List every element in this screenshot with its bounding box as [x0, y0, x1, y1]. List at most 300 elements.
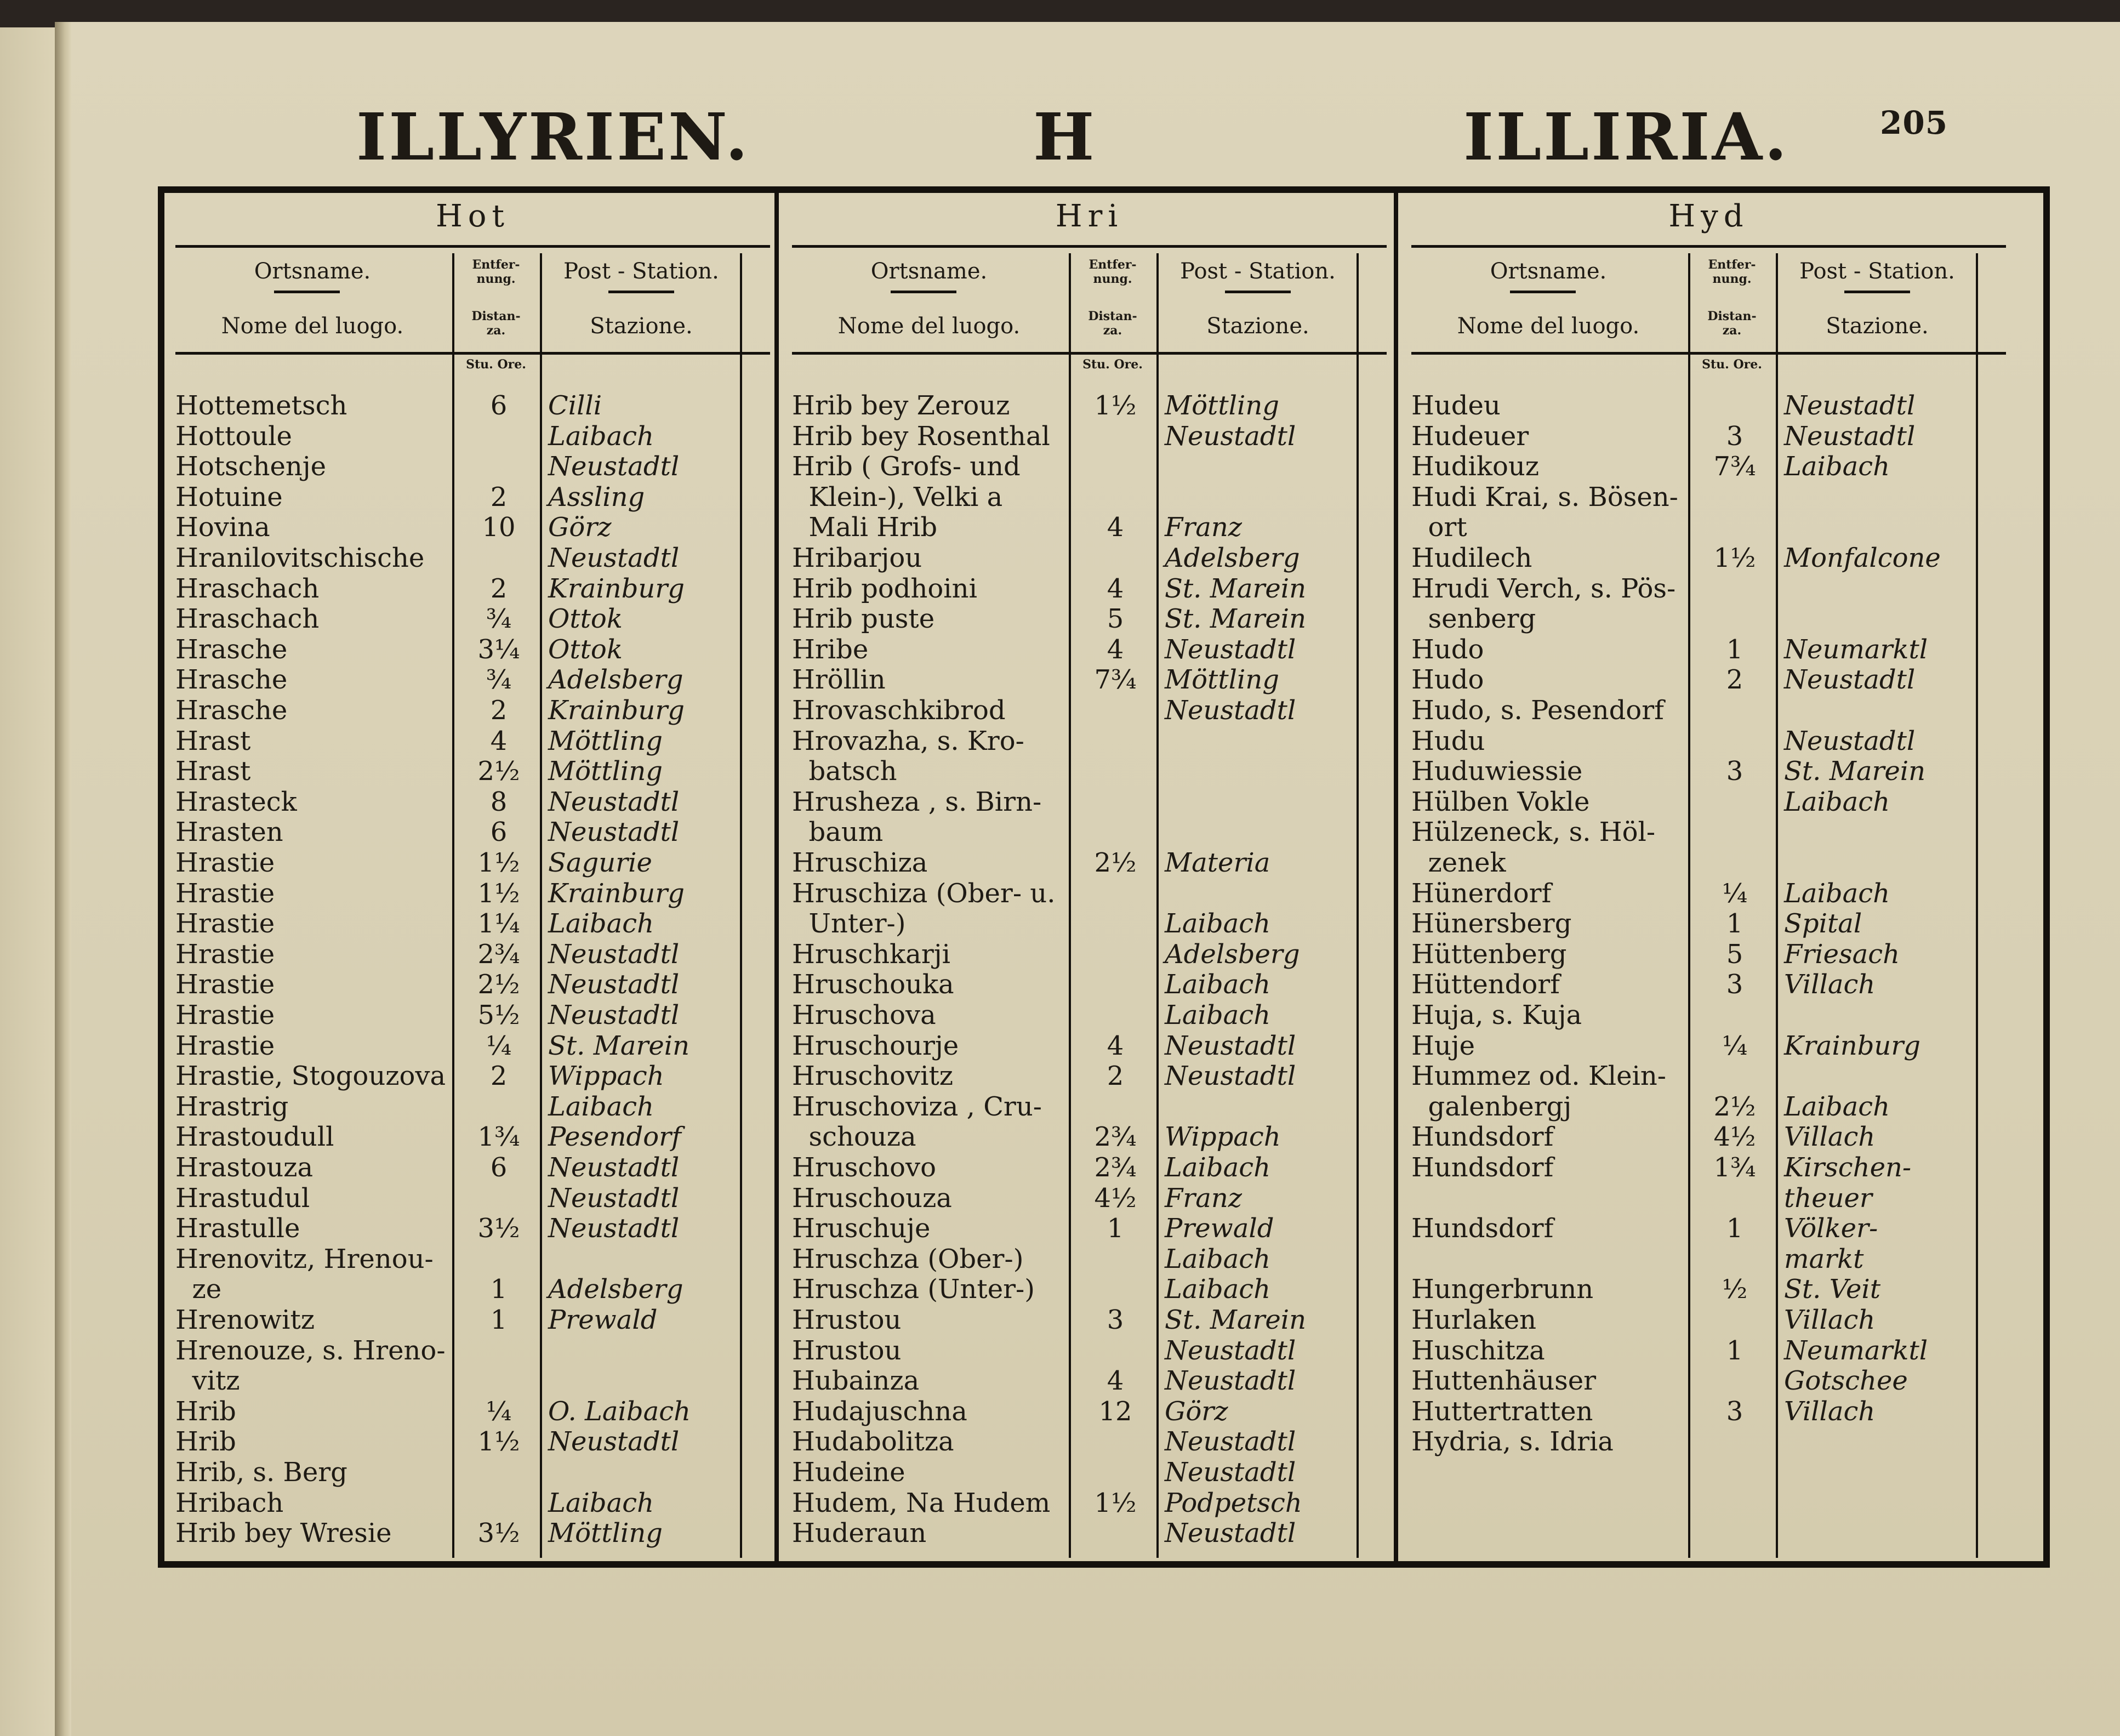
units-label: Stu. Ore.	[466, 357, 526, 372]
table-row	[792, 1305, 1357, 1335]
place-name: Hüttendorf	[1411, 969, 1560, 1000]
running-title-left: ILLYRIEN.	[356, 99, 750, 175]
table-row	[175, 1426, 740, 1457]
header-rule	[608, 291, 674, 293]
post-station: Krainburg	[548, 695, 685, 726]
post-station: Kirschen-	[1784, 1152, 1912, 1183]
post-station: Wippach	[1165, 1122, 1281, 1153]
distance: 2¾	[1094, 1122, 1137, 1153]
distance: 1	[1726, 908, 1743, 940]
place-name: Hrastrig	[175, 1091, 289, 1122]
place-name: Hruschourje	[792, 1030, 959, 1061]
table-row	[792, 1031, 1357, 1061]
table-row	[792, 908, 1357, 939]
place-name: Unter-)	[792, 908, 906, 940]
table-row	[175, 1244, 740, 1274]
place-name: Hudikouz	[1411, 451, 1540, 482]
distance: 1	[490, 1274, 508, 1305]
place-name: Huje	[1411, 1030, 1475, 1061]
table-row	[1411, 1396, 1976, 1427]
table-row	[1411, 1031, 1976, 1061]
table-row	[1411, 1061, 1976, 1091]
post-station: Neustadtl	[548, 543, 680, 573]
distance: ¼	[486, 1396, 512, 1427]
post-station: Neustadtl	[1165, 1061, 1296, 1092]
post-station: Villach	[1784, 1396, 1876, 1427]
place-name: baum	[792, 817, 884, 848]
place-name: Hundsdorf	[1411, 1213, 1554, 1244]
post-station: Prewald	[1165, 1213, 1274, 1244]
table-row	[175, 1396, 740, 1427]
table-row	[1411, 604, 1976, 634]
post-station: Sagurie	[548, 847, 652, 878]
table-row	[1411, 787, 1976, 817]
place-name: Hudeuer	[1411, 420, 1529, 452]
table-row	[175, 421, 740, 452]
table-row	[792, 695, 1357, 726]
place-name: Hrib bey Rosenthal	[792, 420, 1050, 452]
gazetteer-table	[158, 186, 2050, 1568]
place-name: Hrastoudull	[175, 1122, 334, 1153]
table-row	[792, 1274, 1357, 1305]
post-station: Neumarktl	[1784, 1335, 1928, 1366]
place-name: Huderaun	[792, 1518, 927, 1549]
table-row	[175, 1488, 740, 1518]
table-row	[175, 1031, 740, 1061]
place-name: Huttenhäuser	[1411, 1365, 1597, 1397]
post-station: Laibach	[1165, 969, 1270, 1000]
table-row	[175, 1122, 740, 1152]
place-name: Hruschouza	[792, 1182, 952, 1214]
distance: 1½	[1094, 1487, 1137, 1518]
table-row	[792, 1183, 1357, 1214]
block-title-rule	[792, 245, 1387, 248]
units-label: Stu. Ore.	[1082, 357, 1143, 372]
table-row	[792, 1122, 1357, 1152]
table-row	[792, 817, 1357, 847]
post-station: Neustadtl	[548, 969, 680, 1000]
post-station: Völker-	[1784, 1213, 1878, 1244]
table-row	[1411, 390, 1976, 421]
table-row	[175, 390, 740, 421]
distance: 3½	[477, 1518, 520, 1549]
place-name: Hruschza (Ober-)	[792, 1243, 1024, 1274]
place-name: Hrastie	[175, 878, 275, 909]
distance: 3	[1726, 756, 1743, 787]
place-name: Hrast	[175, 725, 251, 756]
table-row	[175, 1335, 740, 1366]
table-row	[1411, 512, 1976, 543]
column-separator	[1976, 253, 1978, 1558]
post-station: Spital	[1784, 908, 1862, 940]
post-station: St. Marein	[1165, 573, 1307, 604]
post-station: Adelsberg	[548, 1274, 683, 1305]
table-row	[175, 634, 740, 665]
block-title: Hri	[1055, 198, 1124, 234]
place-name: Hotuine	[175, 481, 283, 513]
post-station: Krainburg	[548, 573, 685, 604]
table-row	[175, 969, 740, 1000]
post-station: Laibach	[1165, 1274, 1270, 1305]
distance: ½	[1722, 1274, 1748, 1305]
place-name: Hudu	[1411, 725, 1485, 756]
column-separator	[740, 253, 742, 1558]
place-header-it: Nome del luogo.	[837, 314, 1021, 339]
table-row	[792, 1396, 1357, 1427]
post-station: Cilli	[548, 390, 602, 421]
table-row	[175, 664, 740, 695]
table-row	[792, 878, 1357, 909]
table-row	[1411, 1000, 1976, 1031]
table-row	[1411, 573, 1976, 604]
distance: 1¾	[477, 1122, 520, 1153]
table-row	[175, 1152, 740, 1183]
distance: 8	[490, 786, 508, 817]
place-name: Hudeu	[1411, 390, 1501, 421]
distance: 1	[1726, 634, 1743, 665]
table-row	[792, 847, 1357, 878]
post-station: Wippach	[548, 1061, 664, 1092]
post-header-it: Stazione.	[1206, 314, 1309, 339]
place-name: Hudo, s. Pesendorf	[1411, 695, 1664, 726]
header-rule	[1844, 291, 1910, 293]
post-station: Materia	[1165, 847, 1270, 878]
place-name: Hudabolitza	[792, 1426, 954, 1458]
distance: 2	[490, 573, 508, 604]
post-station: Monfalcone	[1784, 543, 1941, 573]
distance: 3	[1107, 1305, 1124, 1335]
place-name: Hrib ( Grofs- und	[792, 451, 1021, 482]
table-row	[792, 1152, 1357, 1183]
block-divider	[774, 193, 779, 1561]
table-row	[792, 634, 1357, 665]
distance: 6	[490, 1152, 508, 1183]
table-row	[792, 604, 1357, 634]
place-name: Hudajuschna	[792, 1396, 967, 1427]
place-name: zenek	[1411, 847, 1506, 878]
place-name: Hünersberg	[1411, 908, 1572, 940]
post-station: Neustadtl	[548, 817, 680, 848]
distance-header-de: Entfer- nung.	[1089, 258, 1137, 286]
table-row	[792, 939, 1357, 970]
post-header-de: Post - Station.	[1180, 259, 1336, 284]
table-row	[175, 573, 740, 604]
place-name: Hrudi Verch, s. Pös-	[1411, 573, 1676, 604]
post-station: Adelsberg	[1165, 938, 1300, 970]
distance: 5	[1107, 604, 1124, 635]
place-name: Hruschiza	[792, 847, 928, 878]
place-name: Hruschiza (Ober- u.	[792, 878, 1056, 909]
header-bottom-rule	[792, 352, 1387, 355]
table-row	[1411, 421, 1976, 452]
table-row	[1411, 1244, 1976, 1274]
place-name: Hrasche	[175, 634, 288, 665]
table-row	[1411, 1365, 1976, 1396]
distance-header-it: Distan- za.	[1088, 309, 1137, 338]
place-header-it: Nome del luogo.	[221, 314, 404, 339]
distance: 1	[1726, 1213, 1743, 1244]
block-divider	[1394, 193, 1398, 1561]
table-row	[792, 1488, 1357, 1518]
units-label: Stu. Ore.	[1702, 357, 1762, 372]
page	[71, 22, 2120, 1736]
table-row	[792, 421, 1357, 452]
place-name: Hraschach	[175, 573, 320, 604]
column-separator	[1357, 253, 1359, 1558]
post-station: St. Marein	[1165, 1305, 1307, 1335]
place-name: Hudilech	[1411, 543, 1532, 573]
distance: 7¾	[1094, 664, 1137, 696]
post-station: St. Marein	[1784, 756, 1926, 787]
table-row	[175, 1457, 740, 1488]
place-name: Hruschovo	[792, 1152, 937, 1183]
post-station: Neustadtl	[1165, 1457, 1296, 1488]
distance: 5½	[477, 1000, 520, 1031]
table-row	[792, 1061, 1357, 1091]
place-name: Hrovazha, s. Kro-	[792, 725, 1024, 756]
post-station: Neustadtl	[548, 786, 680, 817]
table-row	[1411, 482, 1976, 513]
place-name: Hrastie	[175, 938, 275, 970]
post-station: Pesendorf	[548, 1122, 681, 1153]
distance: 2¾	[477, 938, 520, 970]
place-name: Hruschovitz	[792, 1061, 954, 1092]
table-row	[175, 817, 740, 847]
place-name: Hrusheza , s. Birn-	[792, 786, 1042, 817]
distance: 2	[490, 481, 508, 513]
post-station: Möttling	[548, 1518, 663, 1549]
distance: 6	[490, 817, 508, 848]
place-name: Hundsdorf	[1411, 1152, 1554, 1183]
table-row	[792, 1213, 1357, 1244]
place-name: schouza	[792, 1122, 916, 1153]
place-name: Hrasche	[175, 664, 288, 696]
post-station: Gotschee	[1784, 1365, 1908, 1397]
post-station: Neustadtl	[1784, 420, 1916, 452]
place-name: Hruschuje	[792, 1213, 931, 1244]
post-station: Laibach	[1165, 908, 1270, 940]
place-name: Hrib	[175, 1426, 236, 1458]
header-bottom-rule	[175, 352, 770, 355]
place-name: Huschitza	[1411, 1335, 1545, 1366]
place-name: Hünerdorf	[1411, 878, 1552, 909]
block-hri	[781, 193, 1398, 1561]
distance: 1	[1726, 1335, 1743, 1366]
place-name: Hrenovitz, Hrenou-	[175, 1243, 434, 1274]
post-station: Neustadtl	[548, 1213, 680, 1244]
place-name: Hottemetsch	[175, 390, 347, 421]
post-station: Neustadtl	[1165, 1030, 1296, 1061]
place-name: Hrustou	[792, 1335, 902, 1366]
place-name: Hrenouze, s. Hreno-	[175, 1335, 446, 1366]
post-station: Ottok	[548, 604, 623, 635]
place-name: Huduwiessie	[1411, 756, 1583, 787]
place-header-it: Nome del luogo.	[1457, 314, 1640, 339]
table-row	[175, 543, 740, 573]
header-bottom-rule	[1411, 352, 2006, 355]
distance: 5	[1726, 938, 1743, 970]
place-name: Hudem, Na Hudem	[792, 1487, 1051, 1518]
table-row	[1411, 817, 1976, 847]
place-name: Hrib bey Wresie	[175, 1518, 392, 1549]
post-station: Neustadtl	[548, 1182, 680, 1214]
post-header-it: Stazione.	[590, 314, 693, 339]
place-name: Hrastie	[175, 1030, 275, 1061]
distance: 3	[1726, 1396, 1743, 1427]
table-row	[1411, 634, 1976, 665]
distance: 2½	[1713, 1091, 1756, 1122]
post-station: Adelsberg	[1165, 543, 1300, 573]
post-station: Prewald	[548, 1305, 658, 1335]
place-name: Hröllin	[792, 664, 886, 696]
distance: 4	[1107, 1030, 1124, 1061]
block-hot	[164, 193, 781, 1561]
post-station: Laibach	[1784, 878, 1890, 909]
block-title-rule	[175, 245, 770, 248]
place-name: batsch	[792, 756, 897, 787]
post-station: St. Marein	[548, 1030, 690, 1061]
post-station: Villach	[1784, 969, 1876, 1000]
post-station: Görz	[1165, 1396, 1228, 1427]
table-row	[175, 604, 740, 634]
place-name: Hudeine	[792, 1457, 905, 1488]
table-row	[175, 1518, 740, 1549]
place-name: Hülzeneck, s. Höl-	[1411, 817, 1656, 848]
table-row	[792, 1365, 1357, 1396]
place-name: Hydria, s. Idria	[1411, 1426, 1614, 1458]
header-rule	[274, 291, 340, 293]
post-station: Neustadtl	[1165, 634, 1296, 665]
place-name: Hubainza	[792, 1365, 920, 1397]
post-station: Möttling	[1165, 664, 1279, 696]
post-station: Neustadtl	[1165, 695, 1296, 726]
post-station: Neustadtl	[548, 451, 680, 482]
post-station: markt	[1784, 1243, 1864, 1274]
post-station: Neumarktl	[1784, 634, 1928, 665]
table-row	[175, 726, 740, 756]
table-row	[1411, 1152, 1976, 1183]
post-station: O. Laibach	[548, 1396, 691, 1427]
table-row	[175, 1183, 740, 1214]
table-row	[175, 1274, 740, 1305]
table-row	[175, 1305, 740, 1335]
post-header-de: Post - Station.	[563, 259, 719, 284]
table-row	[1411, 1091, 1976, 1122]
table-row	[1411, 1122, 1976, 1152]
table-row	[175, 482, 740, 513]
table-row	[792, 1426, 1357, 1457]
table-row	[792, 1091, 1357, 1122]
distance: 2	[490, 695, 508, 726]
place-name: Hrastulle	[175, 1213, 300, 1244]
table-row	[792, 1244, 1357, 1274]
post-station: Laibach	[1165, 1243, 1270, 1274]
distance: 2½	[477, 969, 520, 1000]
post-header-it: Stazione.	[1826, 314, 1929, 339]
place-header-de: Ortsname.	[870, 259, 988, 284]
place-name: Hrastie, Stogouzova	[175, 1061, 446, 1092]
place-name: Hrasteck	[175, 786, 297, 817]
place-name: Hranilovitschische	[175, 543, 425, 573]
block-title: Hot	[435, 198, 510, 234]
distance: 2½	[477, 756, 520, 787]
place-name: ze	[175, 1274, 222, 1305]
distance: ¼	[1722, 1030, 1748, 1061]
distance: 1¼	[477, 908, 520, 940]
distance: 12	[1098, 1396, 1132, 1427]
post-station: Laibach	[548, 908, 654, 940]
table-row	[175, 1091, 740, 1122]
distance: 4	[1107, 573, 1124, 604]
table-row	[175, 1061, 740, 1091]
table-row	[175, 695, 740, 726]
table-row	[792, 726, 1357, 756]
place-name: galenbergj	[1411, 1091, 1572, 1122]
post-station: St. Veit	[1784, 1274, 1880, 1305]
distance: 4	[1107, 1365, 1124, 1397]
post-station: Adelsberg	[548, 664, 683, 696]
book-gutter	[55, 22, 71, 1736]
distance: 10	[482, 512, 516, 543]
distance: 2	[1107, 1061, 1124, 1092]
table-row	[792, 969, 1357, 1000]
distance: 2½	[1094, 847, 1137, 878]
table-row	[175, 756, 740, 787]
post-station: Podpetsch	[1165, 1487, 1302, 1518]
place-name: Hrovaschkibrod	[792, 695, 1006, 726]
place-name: Mali Hrib	[792, 512, 938, 543]
page-number: 205	[1880, 104, 1948, 141]
distance: 1½	[1713, 543, 1756, 573]
place-name: Hudi Krai, s. Bösen-	[1411, 481, 1678, 513]
post-station: Friesach	[1784, 938, 1900, 970]
place-name: Hrastouza	[175, 1152, 314, 1183]
distance: 1¾	[1713, 1152, 1756, 1183]
post-station: Laibach	[1784, 786, 1890, 817]
table-row	[1411, 878, 1976, 909]
distance: 1½	[477, 878, 520, 909]
distance-header-de: Entfer- nung.	[1708, 258, 1756, 286]
table-row	[792, 512, 1357, 543]
distance: 2¾	[1094, 1152, 1137, 1183]
distance: ¼	[1722, 878, 1748, 909]
distance: 6	[490, 390, 508, 421]
distance: 2	[1726, 664, 1743, 696]
place-name: Hruschkarji	[792, 938, 951, 970]
place-name: Hrasche	[175, 695, 288, 726]
table-row	[1411, 1183, 1976, 1214]
post-station: Laibach	[1165, 1152, 1270, 1183]
post-station: Villach	[1784, 1122, 1876, 1153]
table-row	[1411, 756, 1976, 787]
post-station: Neustadtl	[1165, 1426, 1296, 1458]
distance: 7¾	[1713, 451, 1756, 482]
post-station: Laibach	[1784, 1091, 1890, 1122]
place-name: Hrasten	[175, 817, 283, 848]
table-row	[792, 543, 1357, 573]
distance: ¾	[486, 664, 512, 696]
post-station: Laibach	[548, 1091, 654, 1122]
place-name: vitz	[175, 1365, 240, 1397]
place-name: Hudo	[1411, 634, 1484, 665]
distance: 3	[1726, 420, 1743, 452]
post-station: Neustadtl	[1165, 420, 1296, 452]
running-title-right: ILLIRIA.	[1463, 99, 1790, 175]
table-row	[792, 756, 1357, 787]
table-row	[175, 1000, 740, 1031]
place-name: Hruschouka	[792, 969, 954, 1000]
table-row	[792, 1000, 1357, 1031]
